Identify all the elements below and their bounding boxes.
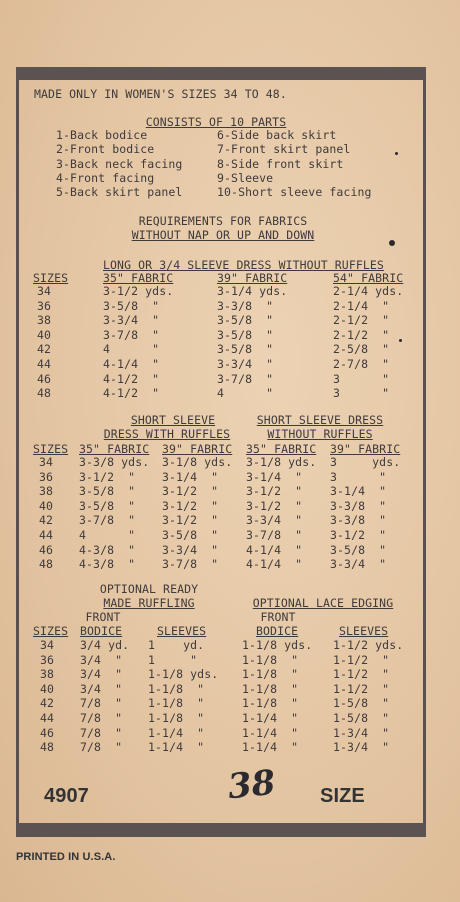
column-header: 35" FABRIC <box>79 442 150 456</box>
table-cell: 3-3/8 " <box>330 513 387 528</box>
size-cell: 40 <box>40 681 55 696</box>
size-cell: 44 <box>37 357 52 371</box>
size-cell: 46 <box>37 371 52 386</box>
table-cell: 4 " <box>217 386 274 401</box>
column-header: 39" FABRIC <box>217 271 288 285</box>
table-cell: 1-1/8 yds. <box>242 638 313 652</box>
table-cell: 1 " <box>148 652 198 667</box>
table-cell: 3-3/8 yds. <box>79 455 150 469</box>
column-header: 35" FABRIC <box>246 442 317 456</box>
handwritten-size: 38 <box>226 762 278 808</box>
short-sleeve-ruffles-title-1: SHORT SLEEVE <box>130 413 216 427</box>
size-cell: 46 <box>39 542 54 557</box>
table-cell: 3-1/2 " <box>246 484 303 499</box>
table-cell: 3-1/2 " <box>162 513 219 528</box>
table-cell: 1 yd. <box>148 638 205 652</box>
table-cell: 1-3/4 " <box>333 725 390 740</box>
size-cell: 44 <box>39 528 54 542</box>
size-cell: 48 <box>37 386 52 401</box>
table-cell: 2-1/4 " <box>333 298 390 313</box>
size-cell: 42 <box>40 696 55 711</box>
table-cell: 3-1/4 " <box>330 484 387 499</box>
size-cell: 42 <box>39 513 54 528</box>
table-cell: 3-1/2 " <box>79 469 136 484</box>
part-item: 3-Back neck facing <box>56 156 183 171</box>
optional-ruffling-title-1: OPTIONAL READY <box>99 582 199 596</box>
table-cell: 3-5/8 " <box>79 484 136 499</box>
table-cell: 7/8 " <box>80 740 123 755</box>
size-cell: 48 <box>39 557 54 572</box>
table-cell: 1-1/8 yds. <box>148 667 219 682</box>
table-cell: 1-1/4 " <box>148 740 205 755</box>
sizes-note: MADE ONLY IN WOMEN'S SIZES 34 TO 48. <box>34 87 287 101</box>
table-cell: 3-1/2 " <box>162 484 219 499</box>
size-cell: 36 <box>37 298 52 313</box>
table-cell: 4-1/2 " <box>103 371 160 386</box>
requirements-subtitle: WITHOUT NAP OR UP AND DOWN <box>131 228 315 242</box>
part-item: 4-Front facing <box>56 170 155 185</box>
table-cell: 4-1/2 " <box>103 386 160 401</box>
size-cell: 36 <box>40 652 55 667</box>
requirements-title: REQUIREMENTS FOR FABRICS <box>138 214 308 228</box>
column-header: 39" FABRIC <box>162 442 233 456</box>
short-sleeve-no-ruffles-title-1: SHORT SLEEVE DRESS <box>256 413 384 427</box>
size-cell: 38 <box>39 484 54 499</box>
pattern-number: 4907 <box>44 785 89 807</box>
table-cell: 1-1/2 " <box>333 652 390 667</box>
table-cell: 1-1/4 " <box>242 725 299 740</box>
table-cell: 1-1/4 " <box>148 725 205 740</box>
long-sleeve-title: LONG OR 3/4 SLEEVE DRESS WITHOUT RUFFLES <box>103 258 384 272</box>
size-cell: 34 <box>37 284 52 298</box>
part-item: 7-Front skirt panel <box>217 142 351 157</box>
table-cell: 1-1/8 " <box>242 681 299 696</box>
size-cell: 48 <box>40 740 55 755</box>
table-cell: 3-5/8 " <box>79 498 136 513</box>
table-cell: 2-1/4 yds. <box>333 284 404 298</box>
table-cell: 1-1/8 " <box>148 681 205 696</box>
table-cell: 1-5/8 " <box>333 696 390 711</box>
short-sleeve-size-header: SIZES <box>33 442 69 456</box>
table-cell: 2-7/8 " <box>333 357 390 371</box>
table-cell: 2-5/8 " <box>333 342 390 357</box>
size-cell: 44 <box>40 711 55 725</box>
table-cell: 4-1/4 " <box>246 542 303 557</box>
size-cell: 40 <box>37 327 52 342</box>
table-cell: 4-1/4 " <box>246 557 303 572</box>
top-border-bar <box>16 67 426 80</box>
table-cell: 3-5/8 " <box>217 342 274 357</box>
bottom-border-bar <box>16 823 426 837</box>
table-cell: 3-7/8 " <box>246 528 303 542</box>
table-cell: 1-1/8 " <box>242 652 299 667</box>
front-label-left: FRONT <box>85 610 121 624</box>
table-cell: 3-3/4 " <box>330 557 387 572</box>
table-cell: 7/8 " <box>80 696 123 711</box>
table-cell: 1-1/8 " <box>148 696 205 711</box>
size-cell: 36 <box>39 469 54 484</box>
table-cell: 1-1/4 " <box>242 740 299 755</box>
table-cell: 1-1/4 " <box>242 711 299 725</box>
printed-in-usa: PRINTED IN U.S.A. <box>16 851 116 863</box>
table-cell: 3 " <box>330 469 387 484</box>
part-item: 2-Front bodice <box>56 142 155 157</box>
column-header: 35" FABRIC <box>103 271 174 285</box>
table-cell: 3-3/8 " <box>330 498 387 513</box>
table-cell: 3-1/4 yds. <box>217 284 288 298</box>
optional-size-header: SIZES <box>33 624 69 638</box>
ink-speck <box>389 240 395 246</box>
table-cell: 4-3/8 " <box>79 542 136 557</box>
table-cell: 3-1/2 " <box>246 498 303 513</box>
optional-ruffling-title-2: MADE RUFFLING <box>103 596 195 610</box>
ruffling-bodice-header: BODICE <box>80 624 123 638</box>
ink-speck <box>395 152 398 155</box>
table-cell: 3/4 " <box>80 667 123 682</box>
size-cell: 42 <box>37 342 52 357</box>
table-cell: 3 yds. <box>330 455 401 469</box>
table-cell: 4-1/4 " <box>103 357 160 371</box>
table-cell: 3-7/8 " <box>79 513 136 528</box>
table-cell: 1-1/2 " <box>333 667 390 682</box>
part-item: 1-Back bodice <box>56 128 148 142</box>
short-sleeve-no-ruffles-title-2: WITHOUT RUFFLES <box>267 427 373 441</box>
table-cell: 4-3/8 " <box>79 557 136 572</box>
size-cell: 38 <box>40 667 55 682</box>
part-item: 6-Side back skirt <box>217 128 337 142</box>
table-cell: 3-1/8 yds. <box>162 455 233 469</box>
table-cell: 1-1/2 " <box>333 681 390 696</box>
front-label-right: FRONT <box>260 610 296 624</box>
table-cell: 7/8 " <box>80 725 123 740</box>
table-cell: 3-3/4 " <box>162 542 219 557</box>
part-item: 10-Short sleeve facing <box>217 185 372 200</box>
table-cell: 3-5/8 " <box>217 327 274 342</box>
table-cell: 1-3/4 " <box>333 740 390 755</box>
table-cell: 3-1/8 yds. <box>246 455 317 469</box>
column-header: 54" FABRIC <box>333 271 404 285</box>
table-cell: 1-1/8 " <box>242 696 299 711</box>
table-cell: 3-3/4 " <box>103 313 160 328</box>
table-cell: 3-1/2 " <box>330 528 387 542</box>
table-cell: 3-3/4 " <box>217 357 274 371</box>
optional-lace-title: OPTIONAL LACE EDGING <box>252 596 394 610</box>
size-cell: 46 <box>40 725 55 740</box>
table-cell: 7/8 " <box>80 711 123 725</box>
table-cell: 4 " <box>103 342 160 357</box>
table-cell: 2-1/2 " <box>333 313 390 328</box>
table-cell: 3 " <box>333 386 390 401</box>
size-cell: 38 <box>37 313 52 328</box>
table-cell: 1-1/2 yds. <box>333 638 404 652</box>
lace-bodice-header: BODICE <box>256 624 299 638</box>
table-cell: 4 " <box>79 528 136 542</box>
table-cell: 3-5/8 " <box>217 313 274 328</box>
table-cell: 3-5/8 " <box>162 528 219 542</box>
table-cell: 1-1/8 " <box>242 667 299 682</box>
table-cell: 3-3/8 " <box>217 298 274 313</box>
table-cell: 3-1/2 " <box>162 498 219 513</box>
part-item: 9-Sleeve <box>217 170 274 185</box>
table-cell: 3 " <box>333 371 390 386</box>
table-cell: 3-1/4 " <box>162 469 219 484</box>
table-cell: 3-3/4 " <box>246 513 303 528</box>
column-header: 39" FABRIC <box>330 442 401 456</box>
short-sleeve-ruffles-title-2: DRESS WITH RUFFLES <box>103 427 231 441</box>
table-cell: 3-5/8 " <box>330 542 387 557</box>
part-item: 8-Side front skirt <box>217 156 344 171</box>
table-cell: 3-1/2 yds. <box>103 284 174 298</box>
size-cell: 34 <box>40 638 55 652</box>
ink-speck <box>399 339 402 342</box>
table-cell: 3-1/4 " <box>246 469 303 484</box>
table-cell: 2-1/2 " <box>333 327 390 342</box>
table-cell: 3-5/8 " <box>103 298 160 313</box>
table-cell: 3/4 yd. <box>80 638 130 652</box>
table-cell: 3/4 " <box>80 652 123 667</box>
size-label: SIZE <box>320 785 365 807</box>
table-cell: 1-5/8 " <box>333 711 390 725</box>
lace-sleeves-header: SLEEVES <box>339 624 389 638</box>
long-sleeve-size-header: SIZES <box>33 271 69 285</box>
ruffling-sleeves-header: SLEEVES <box>157 624 207 638</box>
size-cell: 34 <box>39 455 54 469</box>
table-cell: 3-7/8 " <box>162 557 219 572</box>
table-cell: 3/4 " <box>80 681 123 696</box>
table-cell: 3-7/8 " <box>103 327 160 342</box>
table-cell: 1-1/8 " <box>148 711 205 725</box>
part-item: 5-Back skirt panel <box>56 185 183 200</box>
table-cell: 3-7/8 " <box>217 371 274 386</box>
size-cell: 40 <box>39 498 54 513</box>
parts-title: CONSISTS OF 10 PARTS <box>145 115 287 129</box>
